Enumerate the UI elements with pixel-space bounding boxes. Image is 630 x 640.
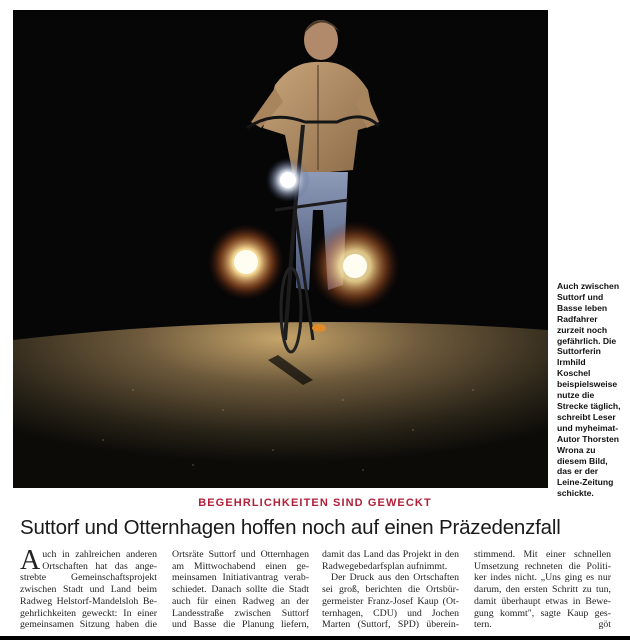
text-line: damit das Land das Projekt in den [322,549,459,560]
night-cyclist-photo [13,10,548,488]
text-line: am Mittwochabend einen ge- [172,560,309,572]
text-line: sei groß, berichten die Ortsbür- [322,584,459,596]
photo-caption [557,281,625,499]
text-line: damit überhaupt etwas in Bewe- [474,595,611,607]
article-photo [13,10,548,488]
text-line: Ortschaften hat das ange- [42,560,157,572]
caption-line: Irmhild [557,357,586,368]
text-line: ternhagen, CDU) und Jochen [322,607,459,619]
dropcap: A [20,545,41,576]
text-line: Landesstraße zwischen Suttorf [172,607,309,619]
caption-line: gefährlich. Die [557,335,617,346]
article-column-4 [474,549,611,631]
caption-line: Koschel [557,368,591,379]
text-line: Marten (Suttorf, SPD) überein- [322,619,459,631]
text-line: darum, den ersten Schritt zu tun, [474,584,611,596]
caption-line: Wrona zu [557,444,596,455]
caption-line: Auch zwischen [557,281,620,291]
article-column-1 [20,545,157,631]
text-line: gemeinsamen Sitzung haben die [20,619,157,631]
text-line: und Basse die Planung liefern, [172,619,309,631]
text-line: gung kommt", sagte Kaup ges- [474,607,611,619]
caption-line: diesem Bild, [557,455,608,466]
text-line: germeister Franz-Josef Kaup (Ot- [322,595,459,607]
caption-line: Basse leben [557,302,608,313]
article-headline: Suttorf und Otternhagen hoffen noch auf einen Präzedenzfall [20,516,561,539]
text-line: schiedet. Danach sollte die Stadt [172,584,309,596]
bottom-rule [0,636,630,640]
caption-line: und myheimat- [557,422,619,433]
text-line: ker indes nicht. „Uns ging es nur [474,572,611,584]
text-line: auch für einen Radweg an der [172,595,309,607]
caption-line: Autor Thorsten [557,433,620,444]
text-line: Ortsräte Suttorf und Otternhagen [172,549,309,560]
text-line: tern. göt [474,619,611,631]
text-line: zwischen Stadt und Land beim [20,584,157,596]
caption-line: schreibt Leser [557,411,616,422]
article-kicker: BEGEHRLICHKEITEN SIND GEWECKT [198,497,432,509]
text-line: Radwegebedarfsplan aufnimmt. [322,560,448,572]
text-line: Radweg Helstorf-Mandelsloh Be- [20,595,157,607]
article-column-3 [322,549,459,631]
text-line: Umsetzung rechneten die Politi- [474,560,611,572]
text-line: Der Druck aus den Ortschaften [331,572,459,584]
caption-line: zurzeit noch [557,324,608,335]
caption-line: Suttorferin [557,346,601,357]
text-line: stimmend. Mit einer schnellen [474,549,611,560]
caption-line: beispielsweise [557,379,618,390]
caption-line: Strecke täglich, [557,400,621,411]
text-line: meinsamen Initiativantrag verab- [172,572,309,584]
caption-line: das er der [557,466,599,477]
caption-line: nutze die [557,390,595,401]
caption-line: Leine-Zeitung [557,477,614,488]
text-line: strebte Gemeinschaftsprojekt [20,572,157,584]
caption-line: schickte. [557,488,594,499]
text-line: uch in zahlreichen anderen [42,549,157,560]
text-line: gehrlichkeiten geweckt: In einer [20,607,157,619]
caption-line: Suttorf und [557,291,604,302]
caption-line: Radfahrer [557,313,598,324]
article-column-2 [172,549,309,631]
